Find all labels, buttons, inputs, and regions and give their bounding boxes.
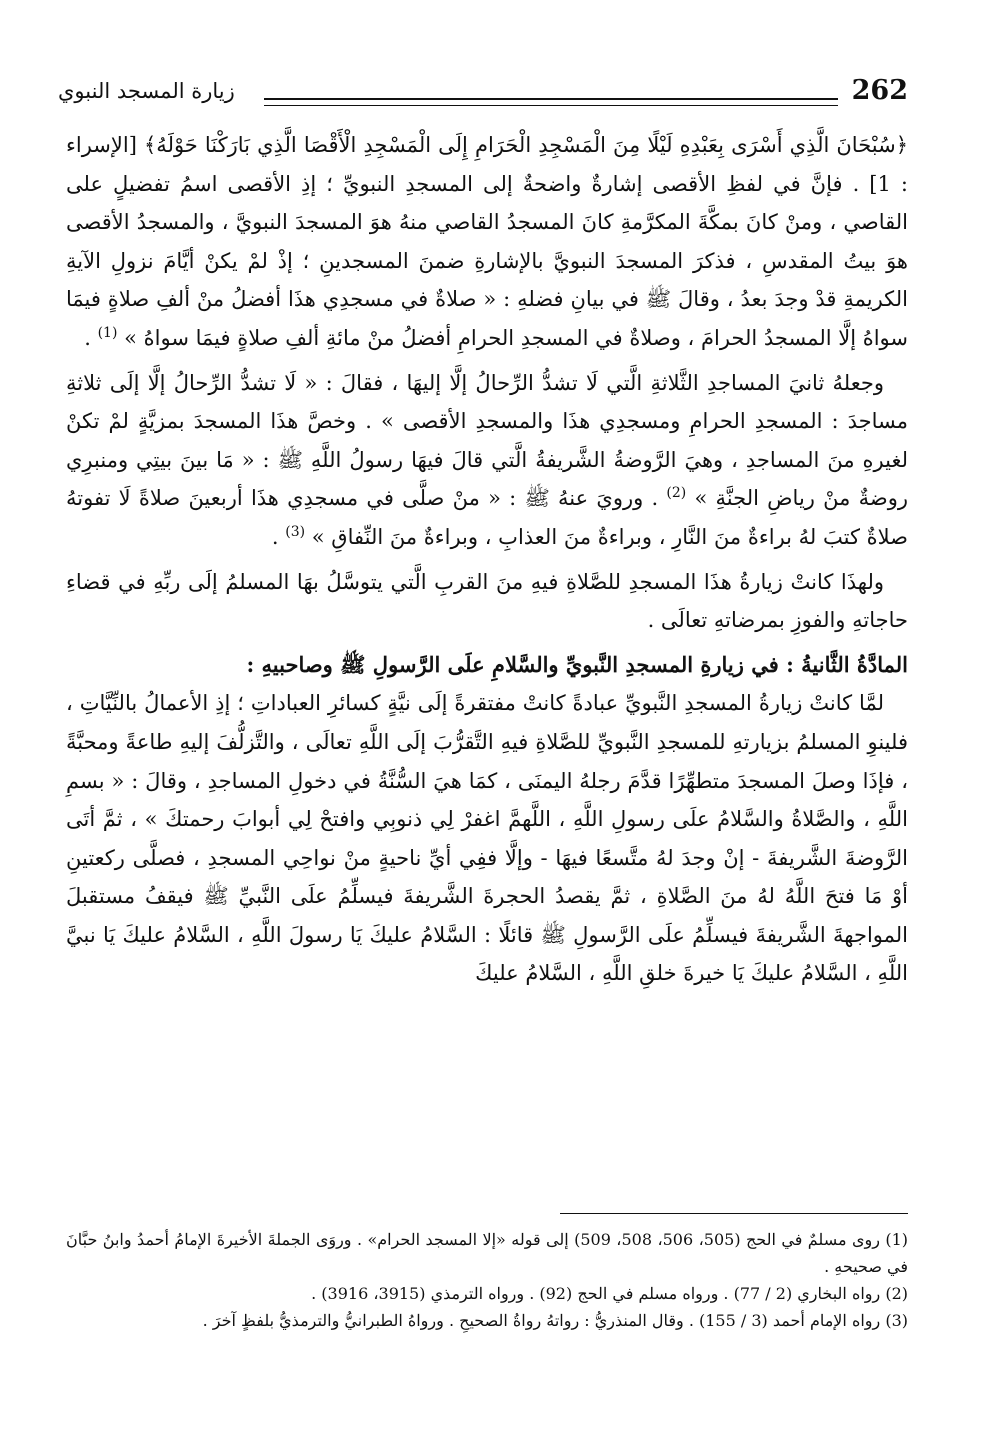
footnote-1 bbox=[66, 1226, 908, 1280]
paragraph-2 bbox=[66, 364, 908, 557]
section-heading: المادَّةُ الثَّانيةُ : في زيارةِ المسجدِ النَّبويِّ والسَّلامِ علَى الرَّسولِ ﷺ وصاحبيهِ : bbox=[246, 651, 908, 677]
footnote-text: روى مسلمٌ في الحج (505، 506، 508، 509) إلى قوله «إلا المسجد الحرام» . وروَى الجملةَ الأخيرةَ الإمامُ أحمدُ وابنُ حبَّانَ في صحيحهِ . bbox=[66, 1230, 908, 1276]
header-rule-thin bbox=[264, 105, 838, 106]
footnote-ref-2: (2) bbox=[666, 485, 687, 502]
paragraph-1 bbox=[66, 126, 908, 358]
footnote-2 bbox=[66, 1280, 908, 1307]
page-number: 262 bbox=[851, 75, 908, 106]
paragraph-1-end: . bbox=[84, 325, 91, 350]
main-text bbox=[66, 126, 908, 993]
footnote-text: رواه البخاري (2 / 77) . ورواه مسلم في الحج (92) . ورواه الترمذي (3915، 3916) . bbox=[311, 1284, 881, 1303]
paragraph-3: ولهذَا كانتْ زيارةُ هذَا المسجدِ للصَّلاةِ فيهِ منَ القربِ الَّتي يتوسَّلُ بهَا المسلمُ إلَى ربِّهِ في قضاءِ حاجاتهِ والفوزِ بمرضاتهِ تعالَى . bbox=[66, 569, 908, 633]
quran-verse: ﴿سُبْحَانَ الَّذِي أَسْرَى بِعَبْدِهِ لَيْلًا مِنَ الْمَسْجِدِ الْحَرَامِ إِلَى الْمَسْجِدِ الْأَقْصَا الَّذِي بَارَكْنَا حَوْلَهُ﴾ bbox=[144, 133, 908, 157]
paragraph-2-middle: . ورويَ عنهُ ﷺ : « منْ صلَّى في مسجدِي هذَا أربعينَ صلاةً لَا تفوتهُ صلاةٌ كتبَ لهُ براءةٌ منَ النَّارِ ، وبراءةٌ منَ العذابِ ، وبراءةٌ منَ النِّفاقِ » bbox=[66, 486, 908, 549]
footnote-number: (2) bbox=[885, 1284, 908, 1303]
footnote-number: (1) bbox=[885, 1230, 909, 1249]
footnotes bbox=[66, 1226, 908, 1334]
footnote-ref-1: (1) bbox=[97, 324, 118, 341]
header-rule bbox=[264, 98, 838, 100]
footnote-text: رواه الإمام أحمد (3 / 155) . وقال المنذريُّ : رواتهُ رواةُ الصحيحِ . ورواهُ الطبرانيُّ والترمذيُّ بلفظٍ آخرَ . bbox=[202, 1311, 881, 1330]
paragraph-4: لمَّا كانتْ زيارةُ المسجدِ النَّبويِّ عبادةً كانتْ مفتقرةً إلَى نيَّةٍ كسائرِ العباداتِ ؛ إذِ الأعمالُ بالنِّيَّاتِ ، فلينوِ المسلمُ بزيارتهِ للمسجدِ النَّبويِّ للصَّلاةِ فيهِ التَّقرُّبَ إلَى اللَّهِ تعالَى ، والتَّزلُّفَ إليهِ طاعةً ومحبَّةً ، فإذَا وصلَ المسجدَ متطهِّرًا قدَّمَ رجلهُ اليمنَى ، كمَا هيَ السُّنَّةُ في دخولِ المساجدِ ، وقالَ : « بسمِ اللَّهِ ، والصَّلاةُ والسَّلامُ علَى رسولِ اللَّهِ ، اللَّهمَّ اغفرْ لِي ذنوبِي وافتحْ لِي أبوابَ رحمتكَ » ، ثمَّ أتَى الرَّوضةَ الشَّريفةَ - إنْ وجدَ لهُ متَّسعًا فيهَا - وإلَّا ففِي أيِّ ناحيةٍ منْ نواحِي المسجدِ ، فصلَّى ركعتينِ أوْ مَا فتحَ اللَّهُ لهُ منَ الصَّلاةِ ، ثمَّ يقصدُ الحجرةَ الشَّريفةَ فيسلِّمُ علَى النَّبيِّ ﷺ فيقفُ مستقبلَ المواجهةَ الشَّريفةَ فيسلِّمُ علَى الرَّسولِ ﷺ قائلًا : السَّلامُ عليكَ يَا رسولَ اللَّهِ ، السَّلامُ عليكَ يَا نبيَّ اللَّهِ ، السَّلامُ عليكَ يَا خيرةَ خلقِ اللَّهِ ، السَّلامُ عليكَ bbox=[66, 691, 909, 986]
footnote-3 bbox=[66, 1307, 908, 1334]
paragraph-2-end: . bbox=[271, 524, 279, 549]
paragraph-2-text: وجعلهُ ثانيَ المساجدِ الثَّلاثةِ الَّتي لَا تشدُّ الرِّحالُ إلَّا إليهَا ، فقالَ : « لَا تشدُّ الرِّحالُ إلَّا إلَى ثلاثةِ مساجدَ : المسجدِ الحرامِ ومسجدِي هذَا والمسجدِ الأقصى » . وخصَّ هذَا المسجدَ بمزيَّةٍ لمْ تكنْ لغيرهِ منَ المساجدِ ، وهيَ الرَّوضةُ الشَّريفةُ الَّتي قالَ فيهَا رسولُ اللَّهِ ﷺ : « مَا بينَ بيتِي ومنبرِي روضةٌ منْ رياضِ الجنَّةِ » bbox=[66, 370, 908, 511]
footnote-number: (3) bbox=[885, 1311, 908, 1330]
paragraph-1-text: [الإسراء : 1] . فإنَّ في لفظِ الأقصى إشارةٌ واضحةٌ إلى المسجدِ النبويِّ ؛ إذِ الأقصى اسمُ تفضيلٍ على القاصي ، ومنْ كانَ بمكَّةَ المكرَّمةِ كانَ المسجدُ القاصي منهُ هوَ المسجدَ النبويَّ ، والمسجدُ الأقصى هوَ بيتُ المقدسِ ، فذكرَ المسجدَ النبويَّ بالإشارةِ ضمنَ المسجدينِ ؛ إذْ لمْ يكنْ أيَّامَ نزولِ الآيةِ الكريمةِ قدْ وجدَ بعدُ ، وقالَ ﷺ في بيانِ فضلهِ : « صلاةٌ في مسجدِي هذَا أفضلُ منْ ألفِ صلاةٍ فيمَا سواهُ إلَّا المسجدُ الحرامَ ، وصلاةٌ في المسجدِ الحرامِ أفضلُ منْ مائةِ ألفِ صلاةٍ فيمَا سواهُ » bbox=[66, 133, 908, 350]
footnote-separator bbox=[560, 1213, 908, 1214]
footnote-ref-3: (3) bbox=[285, 523, 306, 540]
running-title: زيارة المسجد النبوي bbox=[58, 79, 235, 103]
page-header bbox=[58, 74, 908, 114]
